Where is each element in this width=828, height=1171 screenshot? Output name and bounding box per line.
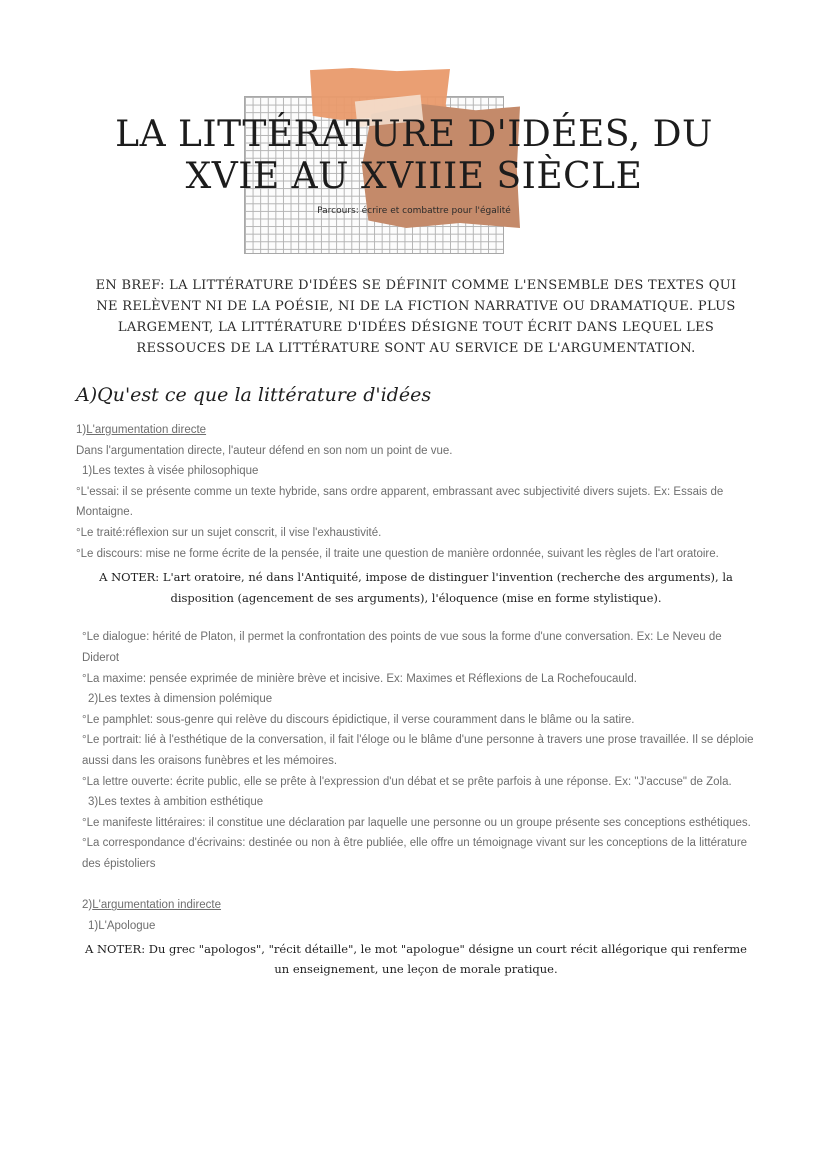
item-traite: °Le traité:réflexion sur un sujet conscrit, il vise l'exhaustivité. [76, 526, 382, 539]
subsection-2-label: L'argumentation indirecte [92, 899, 222, 912]
subsection-1-title [76, 420, 756, 441]
subsection-2-title [76, 895, 756, 916]
item-portrait: °Le portrait: lié à l'esthétique de la conversation, il fait l'éloge ou le blâme d'une personne à travers une prose travaillée. Il se déploie aussi dans les oraisons funèbres et les mémoires. [82, 734, 754, 767]
item-correspondance: °La correspondance d'écrivains: destinée ou non à être publiée, elle offre un témoignage vivant sur les conceptions de la littérature des épistoliers [82, 837, 748, 870]
title-line-2: XVIE AU XVIIIE SIÈCLE [185, 156, 643, 197]
section-a-heading: A)Qu'est ce que la littérature d'idées [76, 384, 432, 406]
subtitle: Parcours: écrire et combattre pour l'égalité [317, 206, 511, 216]
subsection-1-label: L'argumentation directe [86, 424, 207, 436]
item-maxime: °La maxime: pensée exprimée de minière brève et incisive. Ex: Maximes et Réflexions de La Rochefoucauld. [82, 672, 637, 685]
title-line-1: LA LITTÉRATURE D'IDÉES, DU [115, 114, 713, 155]
item-discours: °Le discours: mise ne forme écrite de la pensée, il traite une question de manière ordonnée, suivant les règles de l'art oratoire. [76, 547, 719, 560]
item-manifeste: °Le manifeste littéraires: il constitue une déclaration par laquelle une personne ou un groupe présente ses conceptions esthétiques. [82, 816, 751, 829]
summary-paragraph: EN BREF: LA LITTÉRATURE D'IDÉES SE DÉFINIT COMME L'ENSEMBLE DES TEXTES QUI NE RELÈVENT NI DE LA POÉSIE, NI DE LA FICTION NARRATIVE OU DRAMATIQUE. PLUS LARGEMENT, LA LITTÉRATURE D'IDÉES DÉSIGNE TOUT ÉCRIT DANS LEQUEL LES RESSOUCES DE LA LITTÉRATURE SONT AU SERVICE DE L'ARGUMENTATION. [95, 278, 737, 356]
note-art-oratoire: A NOTER: L'art oratoire, né dans l'Antiquité, impose de distinguer l'invention (recherche des arguments), la disposition (agencement de ses arguments), l'éloquence (mise en forme stylistique). [99, 570, 733, 605]
section-a-body [76, 420, 756, 980]
item-lettre-ouverte: °La lettre ouverte: écrite public, elle se prête à l'expression d'un débat et se prête parfois à une réponse. Ex: "J'accuse" de Zola. [82, 775, 732, 788]
category-2-title: 2)Les textes à dimension polémique [88, 693, 273, 706]
category-1-title: 1)Les textes à visée philosophique [82, 465, 259, 478]
subsection-1-intro: Dans l'argumentation directe, l'auteur défend en son nom un point de vue. [76, 444, 453, 457]
page-title [0, 114, 828, 198]
subsection-1-number: 1) [76, 424, 87, 436]
item-dialogue: °Le dialogue: hérité de Platon, il permet la confrontation des points de vue sous la forme d'une conversation. Ex: Le Neveu de Diderot [82, 631, 722, 664]
item-pamphlet: °Le pamphlet: sous-genre qui relève du discours épidictique, il verse couramment dans le blâme ou la satire. [82, 713, 635, 726]
category-3-title: 3)Les textes à ambition esthétique [88, 796, 264, 809]
apologue-title: 1)L'Apologue [88, 920, 156, 933]
note-apologue: A NOTER: Du grec "apologos", "récit détaille", le mot "apologue" désigne un court récit allégorique qui renferme un enseignement, une leçon de morale pratique. [85, 941, 747, 977]
subsection-2-number: 2) [82, 899, 93, 912]
item-essai: °L'essai: il se présente comme un texte hybride, sans ordre apparent, embrassant avec subjectivité divers sujets. Ex: Essais de Montaigne. [76, 485, 724, 519]
